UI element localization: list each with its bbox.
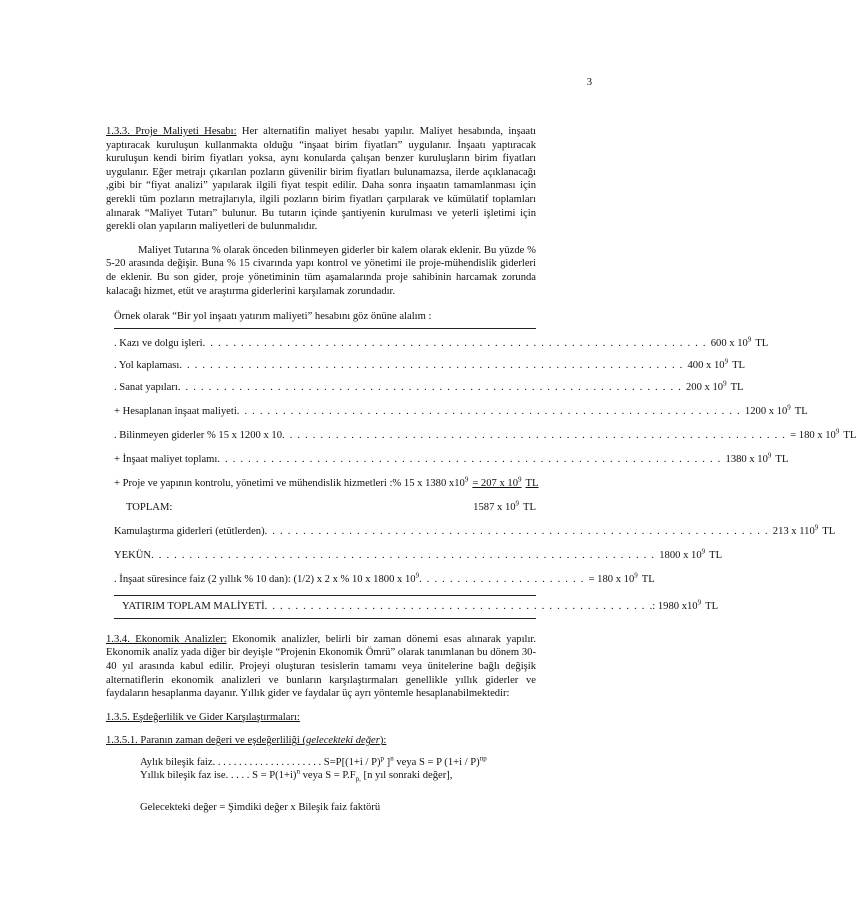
formula-line: Yıllık bileşik faz ise. . . . . $S = P(1+i)^n$ veya $S = P.F_{p,}$ [n yıl sonraki değer], (140, 767, 453, 784)
section-1-3-4 (106, 633, 536, 701)
cost-row: . İnşaat süresince faiz (2 yıllık % 10 dan): (1/2) x 2 x % 10 x 1800 x $10^9$ . . . . . . . . . . . . . . . . . . . . . . = 180 x $10^9$ TL (114, 571, 655, 585)
section-1-3-3 (106, 125, 536, 234)
cost-row: . Kazı ve dolgu işleri . . . . . . . . . . . . . . . . . . . . . . . . . . . . . . . . . . . . . . . . . . . . . . . . . . . . . . . . . . . . . . . . . . 600 x $10^9$ TL (114, 335, 769, 349)
cost-row: . Bilinmeyen giderler % 15 x 1200 x 10 . . . . . . . . . . . . . . . . . . . . . . . . . . . . . . . . . . . . . . . . . . . . . . . . . . . . . . . . . . . . . . . . . . = 180 x $10^9$ TL (114, 427, 856, 441)
paragraph: Ekonomik analizler, belirli bir zaman dönemi esas alınarak yapılır. Ekonomik analiz yada diğer bir deyişle “Projenin Ekonomik Ömrü” olarak tanımlanan bu dönem 30-40 yıl arasında kabul edilir. Projeyi oluşturan tesislerin tamamı veya ünitelerine bağlı değişik alternatiflerin ekonomik analizleri ve bunların karşılaştırmaları genellikle yıllık giderler ve faydaların hesaplanma dayanır. Yıllık gider ve faydalar üç ayrı yöntemle hesaplanabilmektedir: (106, 633, 536, 700)
cost-row: . Yol kaplaması . . . . . . . . . . . . . . . . . . . . . . . . . . . . . . . . . . . . . . . . . . . . . . . . . . . . . . . . . . . . . . . . . . 400 x $10^9$ TL (114, 357, 746, 371)
section-heading: 1.3.5. Eşdeğerlilik ve Gider Karşılaştırmaları: (106, 711, 300, 723)
grand-total-row: YATIRIM TOPLAM MALİYETİ . . . . . . . . . . . . . . . . . . . . . . . . . . . . . . . . . . . . . . . . . . . . . . . . . . .: 1980 $x10^9$ TL (122, 598, 719, 612)
cost-row: Kamulaştırma giderleri (etütlerden) . . . . . . . . . . . . . . . . . . . . . . . . . . . . . . . . . . . . . . . . . . . . . . . . . . . . . . . . . . . . . . . . . . 213 x $110^9$ TL (114, 523, 836, 537)
cost-row: . Sanat yapıları . . . . . . . . . . . . . . . . . . . . . . . . . . . . . . . . . . . . . . . . . . . . . . . . . . . . . . . . . . . . . . . . . . 200 x $10^9$ TL (114, 379, 744, 393)
divider (114, 618, 536, 619)
section-heading: 1.3.3. Proje Maliyeti Hesabı: (106, 126, 237, 137)
cost-row: YEKÜN . . . . . . . . . . . . . . . . . . . . . . . . . . . . . . . . . . . . . . . . . . . . . . . . . . . . . . . . . . . . . . . . . . 1800 x $10^9$ TL (114, 547, 723, 561)
page-number: 3 (586, 77, 592, 88)
section-heading: 1.3.4. Ekonomik Analizler: (106, 633, 227, 645)
cost-row: + İnşaat maliyet toplamı . . . . . . . . . . . . . . . . . . . . . . . . . . . . . . . . . . . . . . . . . . . . . . . . . . . . . . . . . . . . . . . . . . 1380 x $10^9$ TL (114, 451, 789, 465)
cost-row: + Hesaplanan inşaat maliyeti . . . . . . . . . . . . . . . . . . . . . . . . . . . . . . . . . . . . . . . . . . . . . . . . . . . . . . . . . . . . . . . . . . 1200 x $10^9$ TL (114, 403, 808, 417)
page-content (106, 125, 856, 815)
total-row: TOPLAM: 1587 x $10^9$ TL (126, 499, 536, 513)
formula-line: Aylık bileşik faiz. . . . . . . . . . . . . . . . . . . . . $S=P[(1+i / P)^p$ ]$^n$ veya S = P $(1+i / P)^{np}$ (140, 754, 487, 768)
formula-block (106, 756, 536, 815)
formula-line: Gelecekteki değer = Şimdiki değer x Bileşik faiz faktörü (140, 802, 381, 814)
section-heading: 1.3.5.1. Paranın zaman değeri ve eşdeğerliliği (gelecekteki değer): (106, 735, 387, 747)
cost-example (106, 310, 856, 619)
cost-row-control: + Proje ve yapının kontrolu, yönetimi ve mühendislik hizmetleri :% 15 x 1380 $x10^9$ = 207 x $10^9$ TL (114, 475, 539, 489)
divider (114, 595, 536, 596)
divider (114, 328, 536, 329)
paragraph: Maliyet Tutarına % olarak önceden bilinmeyen giderler bir kalem olarak eklenir. Bu yüzde % 5-20 arasında değişir. Buna % 15 civarında yapı kontrol ve yönetimi ile proje-mühendislik giderleri de eklenir. Bu son gider, proje yönetiminin tüm aşamalarında proje sahibinin harcamak zorunda kalacağı hizmet, etüt ve araştırma giderlerini karşılamak zorundadır. (106, 244, 536, 297)
paragraph: Her alternatifin maliyet hesabı yapılır. Maliyet hesabında, inşaatı yaptıracak kuruluşun kullanmakta olduğu “inşaat birim fiyatları” uygulanır. İnşaatı yaptıracak kuruluşun kendi birim fiyatları yoksa, aynı konularda çalışan benzer kuruluşların birim fiyatları uygulanır. Eğer metrajı çıkarılan pozların güvenilir birim fiyatları bulunamazsa, ilerde açıklanacağı ,gibi bir “fiyat analizi” yapılarak ilgili fiyat tespit edilir. Daha sonra inşaatın tamamlanması için gerekli tüm pozların metrajlarıyla, ilgili pozların birim fiyatları çarpılarak ve kümülatif toplamları alınarak “Maliyet Tutarı” bulunur. Bu tutarın içinde şantiyenin kurulması ve yeterli işletimi için gerekli olan yapıların maliyetleri de bulunmalıdır. (106, 126, 536, 233)
example-title: Örnek olarak “Bir yol inşaatı yatırım maliyeti” hesabını göz önüne alalım : (114, 311, 432, 323)
